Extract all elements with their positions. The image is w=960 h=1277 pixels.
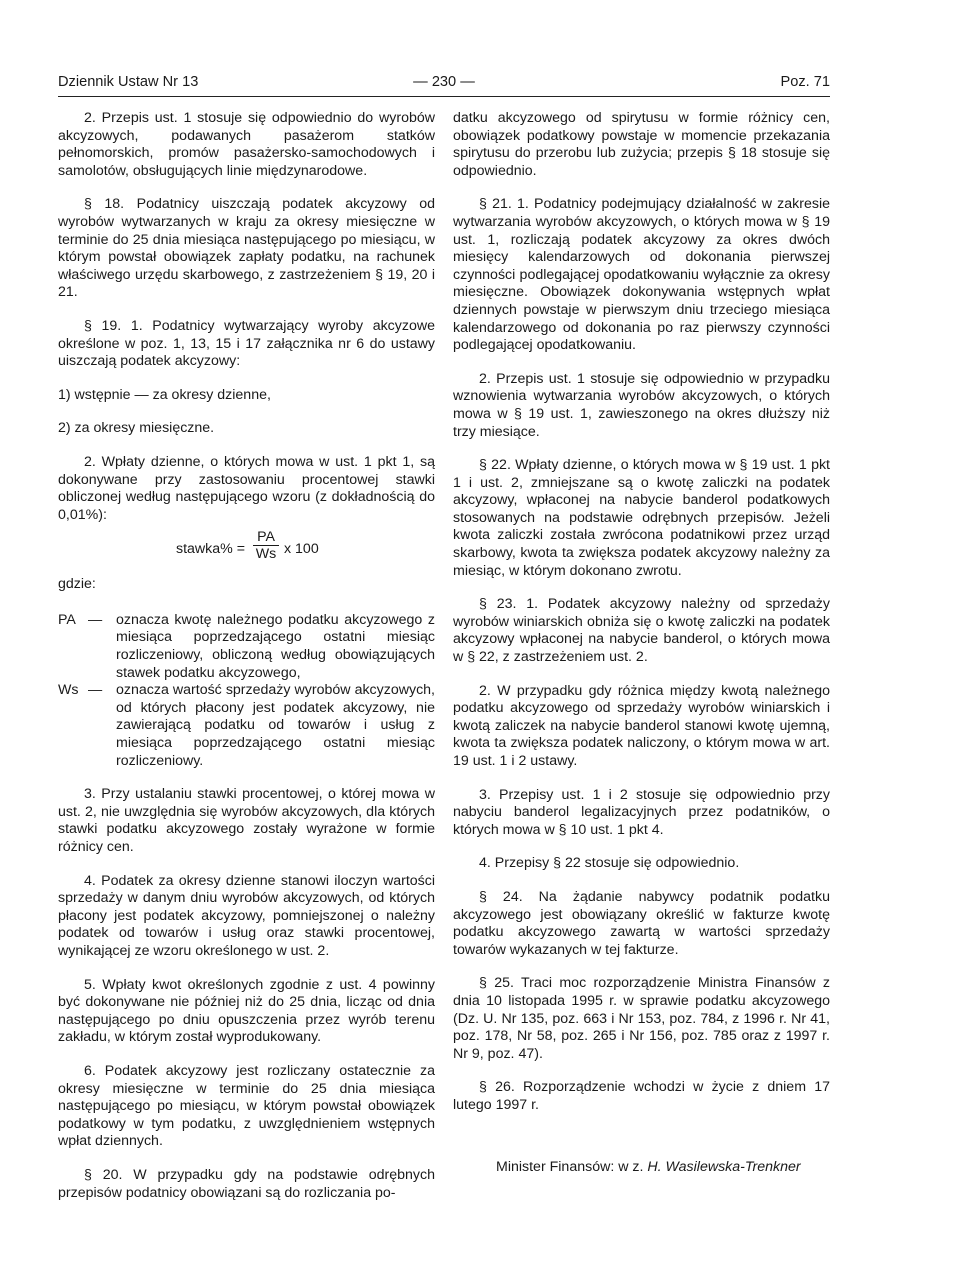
paragraph-section-18: § 18. Podatnicy uiszczają podatek akcyzowy od wyrobów wytwarzanych w kraju za okresy miesięczne w terminie do 25 dnia miesiąca następującego po miesiącu, w którym powstał obowiązek zapłaty podatku, na rachunek właściwego urzędu skarbowego, z zastrzeżeniem § 19, 20 i 21. <box>58 196 435 301</box>
paragraph: 2. W przypadku gdy różnica między kwotą należnego podatku akcyzowego od sprzedaży wyrobów winiarskich i kwotą zaliczek na nabycie banderol stanowi kwotę ujemną, kwota ta zwiększa podatek naliczony, o którym mowa w art. 19 ust. 1 i 2 ustawy. <box>453 682 830 769</box>
list-item: 2) za okresy miesięczne. <box>58 420 215 437</box>
formula-lhs: stawka% = <box>176 541 245 558</box>
page-number: — 230 — <box>413 74 475 90</box>
paragraph: 2. Przepis ust. 1 stosuje się odpowiednio do wyrobów akcyzowych, podawanych pasażerom statków pełnomorskich, promów pasażersko-samochodowych i samolotów, obsługujących linie międzynarodowe. <box>58 110 435 179</box>
left-column <box>58 110 435 1218</box>
paragraph-section-23: § 23. 1. Podatek akcyzowy należny od sprzedaży wyrobów winiarskich obniża się o kwotę zaliczki na podatek akcyzowy wpłaconej na nabycie banderol, o których mowa w § 22, z zastrzeżeniem ust. 2. <box>453 596 830 666</box>
paragraph: 4. Podatek za okresy dzienne stanowi iloczyn wartości sprzedaży w danym dniu wyrobów akcyzowych, od których płacony jest podatek akcyzowy, pomniejszonej o należny podatek od towarów i usług oraz stawki procentowej, wynikającej ze wzoru określonego w ust. 2. <box>58 872 435 959</box>
paragraph: 3. Przepisy ust. 1 i 2 stosuje się odpowiednio przy nabyciu banderol legalizacyjnych przez podatników, o których mowa w § 10 ust. 1 pkt 4. <box>453 786 830 838</box>
paragraph: 2. Przepis ust. 1 stosuje się odpowiednio w przypadku wznowienia wytwarzania wyrobów akcyzowych, o których mowa w § 19 ust. 1, zawieszonego na okres dłuższy niż trzy miesiące. <box>453 370 830 440</box>
formula-numerator: PA <box>253 530 279 546</box>
signature-prefix: Minister Finansów: w z. <box>496 1159 644 1175</box>
paragraph: 3. Przy ustalaniu stawki procentowej, o której mowa w ust. 2, nie uwzględnia się wyrobów akcyzowych, dla których stawki podatku akcyzowego zostały wyrażone w formie różnicy cen. <box>58 786 435 855</box>
definition-dash: — <box>88 682 103 699</box>
definition-text: oznacza wartość sprzedaży wyrobów akcyzowych, od których płacony jest podatek akcyzowy, nie zawierającą podatku od towarów i usług z miesiąca poprzedzającego ostatni miesiąc rozliczeniowy. <box>116 682 435 769</box>
journal-title: Dziennik Ustaw Nr 13 <box>58 74 199 90</box>
paragraph: 2. Wpłaty dzienne, o których mowa w ust. 1 pkt 1, są dokonywane przy zastosowaniu procentowej stawki obliczonej według następującego wzoru (z dokładnością do 0,01%): <box>58 453 435 523</box>
definition-text: oznacza kwotę należnego podatku akcyzowego z miesiąca poprzedzającego ostatni miesiąc rozliczeniowy, obliczoną według obowiązujących stawek podatku akcyzowego, <box>116 611 435 681</box>
right-column <box>453 110 830 1131</box>
definitions-intro: gdzie: <box>58 576 96 593</box>
definition-term: PA <box>58 611 76 628</box>
paragraph-continuation: datku akcyzowego od spirytusu w formie różnicy cen, obowiązek podatkowy powstaje w momencie przekazania spirytusu do przerobu lub zużycia; przepis § 18 stosuje się odpowiednio. <box>453 110 830 179</box>
list-item: 1) wstępnie — za okresy dzienne, <box>58 386 271 403</box>
rate-formula <box>58 530 435 570</box>
signature-name: H. Wasilewska-Trenkner <box>647 1159 801 1175</box>
paragraph-section-21: § 21. 1. Podatnicy podejmujący działalność w zakresie wytwarzania wyrobów akcyzowych, o których mowa w § 19 ust. 1, rozliczają podatek akcyzowy za okres dwóch miesięcy kalendarzowych od dokonania pierwszej czynności podlegającej opodatkowaniu wyłącznie za okresy miesięczne. Obowiązek dokonywania wstępnych wpłat dziennych powstaje w pierwszym dniu trzeciego miesiąca kalendarzowego od dokonania po raz pierwszy czynności podlegającej opodatkowaniu. <box>453 196 830 354</box>
position-number: Poz. 71 <box>780 74 830 90</box>
signature <box>496 1159 801 1175</box>
paragraph: 6. Podatek akcyzowy jest rozliczany ostatecznie za okresy miesięczne w terminie do 25 dnia miesiąca następującego po miesiącu, w którym powstał obowiązek podatkowy w tym podatku, z uwzględnieniem wstępnych wpłat dziennych. <box>58 1062 435 1150</box>
paragraph-section-24: § 24. Na żądanie nabywcy podatnik podatku akcyzowego jest obowiązany określić w fakturze kwotę podatku akcyzowego zawartą w wartości sprzedaży towarów wykazanych w tej fakturze. <box>453 888 830 958</box>
paragraph-section-22: § 22. Wpłaty dzienne, o których mowa w § 19 ust. 1 pkt 1 i ust. 2, zmniejszane są o kwotę zaliczki na podatek akcyzowy, wpłaconej na nabycie banderol podatkowych stosowanych na podstawie odrębnych przepisów. Jeżeli kwota zaliczki została zwrócona podatnikowi przez urząd skarbowy, kwota ta zwiększa podatek akcyzowy należny za miesiąc, w którym dokonano zwrotu. <box>453 457 830 579</box>
paragraph-section-20: § 20. W przypadku gdy na podstawie odrębnych przepisów podatnicy obowiązani są do rozliczania po- <box>58 1166 435 1201</box>
definition-pa <box>58 612 435 682</box>
paragraph: 5. Wpłaty kwot określonych zgodnie z ust. 4 powinny być dokonywane nie później niż do 25 dnia, licząc od dnia następującego po dniu opuszczenia przez wyrób terenu zakładu, w którym został wyprodukowany. <box>58 976 435 1046</box>
formula-rhs: x 100 <box>284 541 319 558</box>
formula-fraction <box>253 530 279 562</box>
paragraph: 4. Przepisy § 22 stosuje się odpowiednio. <box>479 855 740 872</box>
paragraph-section-19: § 19. 1. Podatnicy wytwarzający wyroby akcyzowe określone w poz. 1, 13, 15 i 17 załącznika nr 6 do ustawy uiszczają podatek akcyzowy: <box>58 317 435 370</box>
definition-ws <box>58 682 435 770</box>
page-header <box>58 72 830 97</box>
definition-dash: — <box>88 611 103 628</box>
paragraph-section-25: § 25. Traci moc rozporządzenie Ministra Finansów z dnia 10 listopada 1995 r. w sprawie podatku akcyzowego (Dz. U. Nr 135, poz. 663 i Nr 153, poz. 784, z 1996 r. Nr 41, poz. 178, Nr 58, poz. 265 i Nr 156, poz. 785 oraz z 1997 r. Nr 9, poz. 47). <box>453 975 830 1062</box>
formula-denominator: Ws <box>255 546 277 563</box>
definition-term: Ws <box>58 682 79 699</box>
paragraph-section-26: § 26. Rozporządzenie wchodzi w życie z dniem 17 lutego 1997 r. <box>453 1079 830 1113</box>
